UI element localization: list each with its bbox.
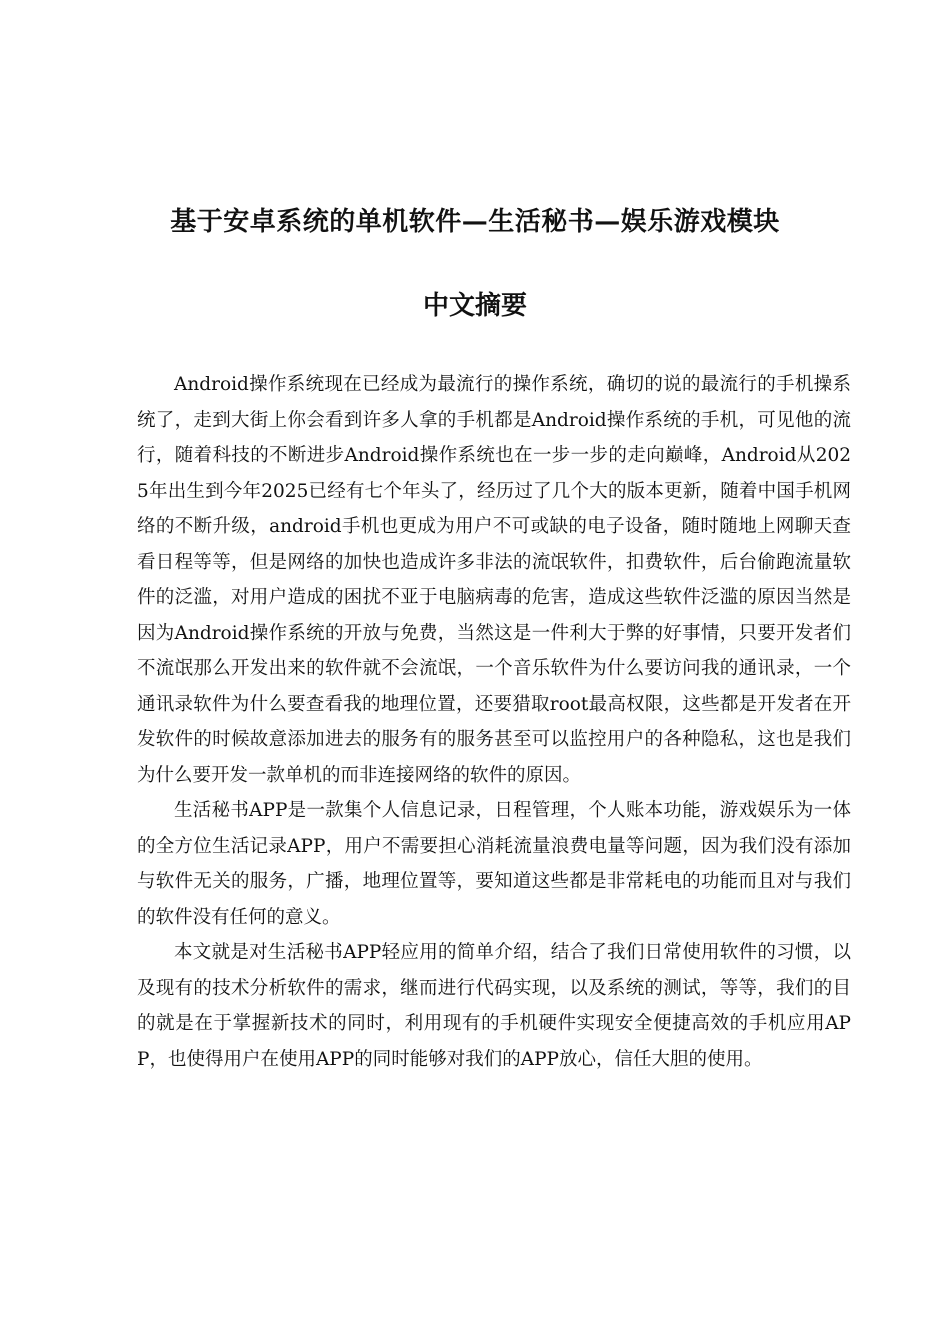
abstract-body bbox=[137, 367, 851, 1077]
abstract-paragraph: 生活秘书APP是一款集个人信息记录，日程管理，个人账本功能，游戏娱乐为一体的全方位生活记录APP，用户不需要担心消耗流量浪费电量等问题，因为我们没有添加与软件无关的服务，广播，地理位置等，要知道这些都是非常耗电的功能而且对与我们的软件没有任何的意义。 bbox=[137, 800, 851, 928]
abstract-paragraph: 本文就是对生活秘书APP轻应用的简单介绍，结合了我们日常使用软件的习惯，以及现有的技术分析软件的需求，继而进行代码实现，以及系统的测试，等等，我们的目的就是在于掌握新技术的同时，利用现有的手机硬件实现安全便捷高效的手机应用APP，也使得用户在使用APP的同时能够对我们的APP放心，信任大胆的使用。 bbox=[137, 942, 851, 1070]
document-title: 基于安卓系统的单机软件—生活秘书—娱乐游戏模块 bbox=[170, 207, 780, 237]
abstract-heading: 中文摘要 bbox=[422, 291, 527, 321]
abstract-paragraph: Android操作系统现在已经成为最流行的操作系统，确切的说的最流行的手机操系统了，走到大街上你会看到许多人拿的手机都是Android操作系统的手机，可见他的流行，随着科技的不断进步Android操作系统也在一步一步的走向巅峰，Android从2025年出生到今年2025已经有七个年头了，经历过了几个大的版本更新，随着中国手机网络的不断升级，android手机也更成为用户不可或缺的电子设备，随时随地上网聊天查看日程等等，但是网络的加快也造成许多非法的流氓软件，扣费软件，后台偷跑流量软件的泛滥，对用户造成的困扰不亚于电脑病毒的危害，造成这些软件泛滥的原因当然是因为Android操作系统的开放与免费，当然这是一件利大于弊的好事情，只要开发者们不流氓那么开发出来的软件就不会流氓，一个音乐软件为什么要访问我的通讯录，一个通讯录软件为什么要查看我的地理位置，还要猎取root最高权限，这些都是开发者在开发软件的时候故意添加进去的服务有的服务甚至可以监控用户的各种隐私，这也是我们为什么要开发一款单机的而非连接网络的软件的原因。 bbox=[137, 374, 851, 786]
